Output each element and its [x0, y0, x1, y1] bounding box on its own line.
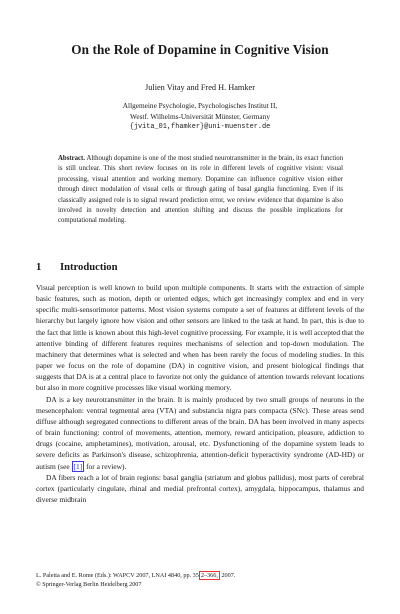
abstract-text: Although dopamine is one of the most studied neurotransmitter in the brain, its exact function is still unclear. This short review focuses on its role in different levels of cognitive vision: visual processing, visual attention and working memory. Dopamine can influence cognitive vision either through direct modulation of visual cells or through gating of basal ganglia functioning. Even if its classically assigned role is to signal reward prediction error, we review evidence that dopamine is also involved in novelty detection and attention shifting and discuss the possible implications for computational modeling.	[58, 155, 343, 225]
abstract	[58, 154, 343, 227]
affiliation-line-1: Allgemeine Psychologie, Psychologisches Institut II,	[122, 101, 278, 110]
footer-year: 2007.	[219, 572, 236, 579]
section-title: Introduction	[60, 262, 118, 273]
affiliation-line-2: Westf. Wilhelms-Universität Münster, Germany	[130, 112, 270, 121]
footer-citation-text: L. Paletta and E. Rome (Eds.): WAPCV 2007, LNAI 4840, pp. 35	[36, 572, 199, 579]
paragraph-1: Visual perception is well known to build upon multiple components. It starts with the extraction of simple basic features, such as motion, depth or oriented edges, which get increasingly complex and end in very specific multi-sensorimotor patterns. Most vision systems compute a set of features at different levels of the hierarchy but largely ignore how vision and other sensors are linked to the task at hand. In part, this is due to the fact that little is known about this high-level cognitive processing. For example, it is well accepted that the attentive binding of different features requires mechanisms of selection and top-down modulation. The machinery that determines what is selected and when has been rarely the focus of modeling studies. In this paper we focus on the role of dopamine (DA) in cognitive vision, and present biological findings that suggests that DA is at a central place to favorize not only the guidance of attention towards relevant locations but also in more cognitive processes like visual working memory.	[36, 283, 364, 393]
paragraph-2-tail: for a review).	[84, 461, 127, 471]
affiliation-block	[0, 100, 400, 133]
paper-title: On the Role of Dopamine in Cognitive Vision	[71, 42, 329, 57]
page-range-link[interactable]: 2–366,	[200, 572, 218, 579]
author-emails: {jvita_01,fhamker}@uni-muenster.de	[129, 123, 271, 131]
paragraph-3: DA fibers reach a lot of brain regions: basal ganglia (striatum and globus pallidus), most parts of cerebral cortex (particularly cingulate, rhinal and medial prefrontal cortex), amygdala, hippocampus, thalamus and diverse midbrain	[36, 472, 364, 504]
abstract-label: Abstract.	[58, 155, 85, 162]
body-text	[36, 282, 364, 505]
citation-link[interactable]: [1]	[73, 461, 83, 471]
footer-citation	[36, 571, 366, 580]
paragraph-2	[36, 394, 364, 472]
section-number: 1	[36, 262, 42, 273]
section-heading	[36, 262, 366, 273]
paragraph-2-text: DA is a key neurotransmitter in the brain. It is mainly produced by two small groups of neurons in the mesencephalon: ventral tegmental area (VTA) and substancia nigra pars compacta (SNc). These areas send diffuse although segregated connections to different areas of the brain. DA has been involved in many aspects of brain functioning: control of movements, attention, memory, reward anticipation, pleasure, addiction to drugs (cocaine, amphetamines), motivation, arousal, etc. Dysfunctioning of the dopamine system leads to severe deficits as Parkinson's disease, schizophrenia, attention-deficit hyperactivity syndrome (AD-HD) or autism (see	[36, 394, 364, 471]
page-footer	[36, 571, 366, 589]
footer-copyright: © Springer-Verlag Berlin Heidelberg 2007	[36, 581, 142, 588]
author-list: Julien Vitay and Fred H. Hamker	[145, 83, 255, 92]
